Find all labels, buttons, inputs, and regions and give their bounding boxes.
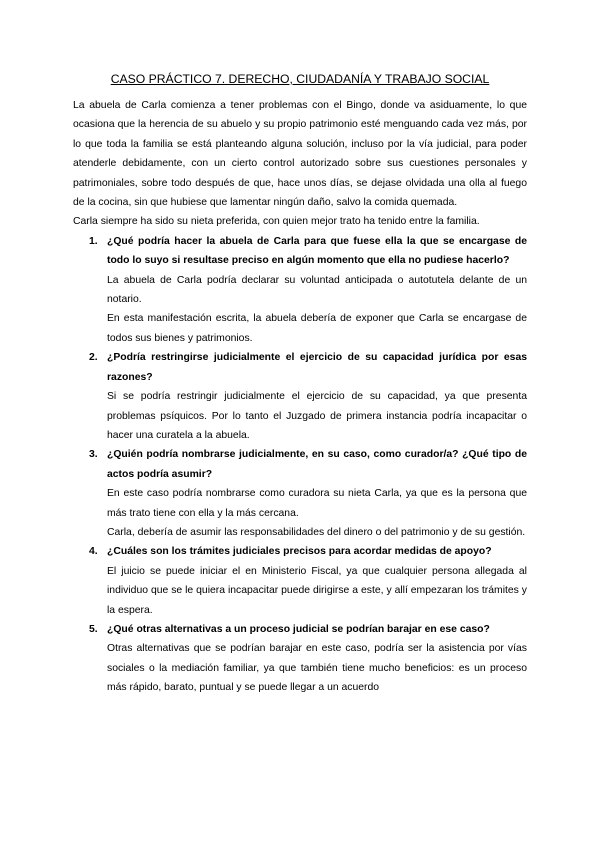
question-text: ¿Qué podría hacer la abuela de Carla para que fuese ella la que se encargase de todo lo suyo si resultase preciso en algún momento que ella no pudiese hacerlo?	[107, 235, 527, 267]
question-text: ¿Cuáles son los trámites judiciales precisos para acordar medidas de apoyo?	[107, 546, 492, 558]
question-text: ¿Qué otras alternativas a un proceso judicial se podrían barajar en ese caso?	[107, 623, 490, 635]
question-item	[73, 620, 527, 698]
question-list	[73, 232, 527, 698]
answer-text: El juicio se puede iniciar el en Ministerio Fiscal, ya que cualquier persona allegada al individuo que se le quiera incapacitar puede dirigirse a este, y allí empezaran los trámites y la espera.	[107, 565, 527, 616]
answer-text: La abuela de Carla podría declarar su voluntad anticipada o autotutela delante de un notario.	[107, 274, 527, 306]
question-number: 5.	[89, 623, 98, 635]
answer-text: Otras alternativas que se podrían barajar en este caso, podría ser la asistencia por vías sociales o la mediación familiar, ya que también tiene mucho beneficios: es un proceso más rápido, barato, puntual y se puede llegar a un acuerdo	[107, 643, 527, 694]
answer-text: En este caso podría nombrarse como curadora su nieta Carla, ya que es la persona que más trato tiene con ella y la más cercana.	[107, 488, 527, 519]
question-item	[73, 445, 527, 542]
question-item	[73, 542, 527, 620]
question-item	[73, 232, 527, 348]
question-text: ¿Quién podría nombrarse judicialmente, en su caso, como curador/a? ¿Qué tipo de actos podría asumir?	[107, 449, 527, 480]
question-number: 2.	[89, 352, 98, 364]
page-title: CASO PRÁCTICO 7. DERECHO, CIUDADANÍA Y TRABAJO SOCIAL	[110, 72, 490, 86]
answer-text: En esta manifestación escrita, la abuela debería de exponer que Carla se encargase de todos sus bienes y patrimonios.	[107, 313, 527, 344]
answer-text: Si se podría restringir judicialmente el ejercicio de su capacidad, ya que presenta problemas psíquicos. Por lo tanto el Juzgado de primera instancia podría incapacitar o hacer una curatela a la abuela.	[107, 391, 527, 441]
answer-text: Carla, debería de asumir las responsabilidades del dinero o del patrimonio y de su gestión.	[107, 526, 526, 538]
intro-paragraph: Carla siempre ha sido su nieta preferida, con quien mejor trato ha tenido entre la familia.	[73, 216, 480, 228]
question-number: 3.	[89, 449, 98, 461]
question-item	[73, 348, 527, 445]
question-number: 1.	[89, 235, 98, 247]
question-text: ¿Podría restringirse judicialmente el ejercicio de su capacidad jurídica por esas razones?	[107, 352, 527, 383]
document-body	[73, 96, 527, 698]
intro-paragraph: La abuela de Carla comienza a tener problemas con el Bingo, donde va asiduamente, lo que ocasiona que la herencia de su abuelo y su propio patrimonio esté menguando cada vez más, por lo que toda la familia se está planteando alguna solución, incluso por la vía judicial, para poder atenderle debidamente, con un cierto control autorizado sobre sus cuestiones personales y patrimoniales, sobre todo después de que, hace unos días, se dejase olvidada una olla al fuego de la cocina, sin que hubiese que lamentar ningún daño, salvo la comida quemada.	[73, 100, 527, 209]
question-number: 4.	[89, 546, 98, 558]
